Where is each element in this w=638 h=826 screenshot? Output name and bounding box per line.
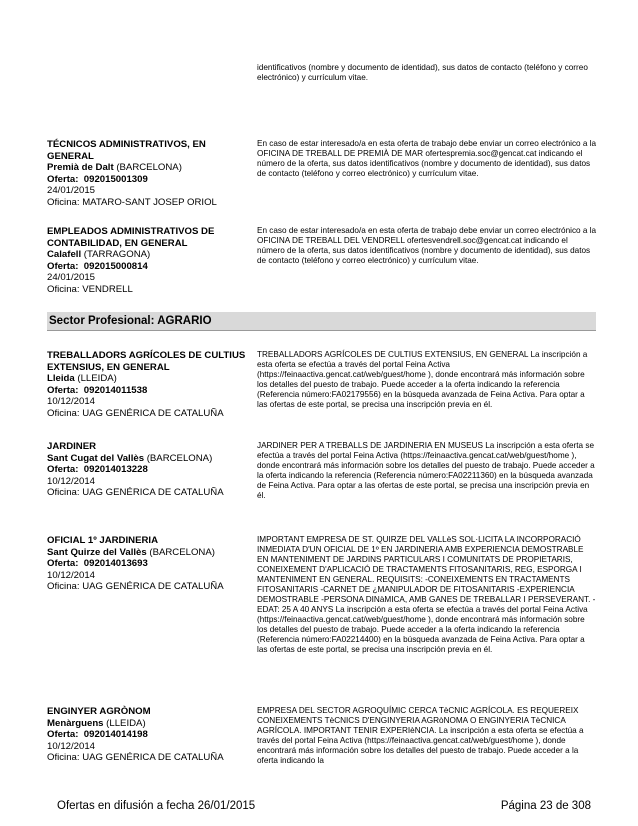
offer-date: 10/12/2014 — [47, 396, 96, 407]
offer-number: Oferta: 092014011538 — [47, 384, 148, 396]
offer-location: Calafell (TARRAGONA) — [47, 249, 151, 260]
offer-number: Oferta: 092015001309 — [47, 173, 148, 185]
offer-description: JARDINER PER A TREBALLS DE JARDINERIA EN MUSEUS La inscripción a esta oferta se efectúa a través del portal Feina Activa (https://feinaactiva.gencat.cat/web/guest/home ), donde encontrará más información sobre los detalles del puesto de trabajo. Puede acceder a la oferta indicando la referencia (Referencia número:FA02211360) en la búsqueda avanzada de Feina Activa. Para optar a las ofertas de este portal, se precisa una inscripción previa en él. — [257, 441, 595, 500]
offer-description: IMPORTANT EMPRESA DE ST. QUIRZE DEL VALLèS SOL·LICITA LA INCORPORACIÓ INMEDIATA D'UN OFICIAL DE 1º EN JARDINERIA AMB EXPERIENCIA DEMOSTRABLE EN MANTENIMENT DE JARDINS PARTICULARS I COMUNITATS DE PROPIETARIS, CONEIXEMENT D'APLICACIÓ DE TRACTAMENTS FITOSANITARIS, REG, ESPORGA I MANTENIMENT EN GENERAL. REQUISITS: -CONEIXEMENTS EN TRACTAMENTS FITOSANITARIS -CARNET DE ¿MANIPULADOR DE FITOSANITARIS -EXPERIENCIA DEMOSTRABLE -PERSONA DINàMICA, AMB GANES DE TREBALLAR I PERSEVERANT. -EDAT: 25 A 40 ANYS La inscripción a esta oferta se efectúa a través del portal Feina Activa (https://feinaactiva.gencat.cat/web/guest/home ), donde encontrará más información sobre los detalles del puesto de trabajo. Puede acceder a la oferta indicando la referencia (Referencia número:FA02214400) en la búsqueda avanzada de Feina Activa. Para optar a las ofertas de este portal, se precisa una inscripción previa en él. — [257, 535, 596, 654]
footer-date: Ofertas en difusión a fecha 26/01/2015 — [57, 800, 256, 812]
page-number: Página 23 de 308 — [500, 800, 591, 812]
offer-location: Premià de Dalt (BARCELONA) — [47, 162, 182, 173]
offer-title: TÉCNICOS ADMINISTRATIVOS, EN GENERAL — [47, 139, 206, 162]
offer-date: 24/01/2015 — [47, 272, 96, 283]
offer-description: En caso de estar interesado/a en esta oferta de trabajo debe enviar un correo electrónico a la OFICINA DE TREBALL DE PREMIÀ DE MAR ofertespremia.soc@gencat.cat indicando el número de la oferta, sus datos identificativos (nombre y documento de identidad), sus datos de contacto (teléfono y correo electrónico) y currículum vitae. — [257, 139, 597, 178]
offer-date: 10/12/2014 — [47, 569, 96, 581]
offer-date: 24/01/2015 — [47, 185, 96, 196]
offer-description: En caso de estar interesado/a en esta oferta de trabajo debe enviar un correo electrónico a la OFICINA DE TREBALL DEL VENDRELL ofertesvendrell.soc@gencat.cat indicando el número de la oferta, sus datos identificativos (nombre y documento de identidad), sus datos de contacto (teléfono y correo electrónico) y currículum vitae. — [257, 226, 597, 265]
offer-office: Oficina: VENDRELL — [47, 283, 133, 295]
sector-header: Sector Profesional: AGRARIO — [47, 312, 596, 331]
offer-location: Lleida (LLEIDA) — [47, 373, 117, 384]
continued-description: identificativos (nombre y documento de identidad), sus datos de contacto (teléfono y correo electrónico) y currículum vitae. — [257, 63, 588, 82]
offer-office: Oficina: UAG GENÉRICA DE CATALUÑA — [47, 581, 224, 592]
offer-location: Sant Quirze del Vallès (BARCELONA) — [47, 546, 215, 558]
offer-location: Sant Cugat del Vallès (BARCELONA) — [47, 452, 213, 464]
offer-date: 10/12/2014 — [47, 740, 96, 752]
offer-number: Oferta: 092014013228 — [47, 464, 148, 475]
offer-location: Menàrguens (LLEIDA) — [47, 717, 146, 729]
offer-office: Oficina: UAG GENÉRICA DE CATALUÑA — [47, 487, 224, 498]
offer-title: TREBALLADORS AGRÍCOLES DE CULTIUS EXTENSIUS, EN GENERAL — [47, 350, 246, 373]
offer-title: OFICIAL 1º JARDINERIA — [47, 535, 159, 546]
offer-title: EMPLEADOS ADMINISTRATIVOS DE CONTABILIDAD, EN GENERAL — [47, 226, 215, 249]
offer-number: Oferta: 092014014198 — [47, 729, 148, 740]
offer-office: Oficina: MATARO-SANT JOSEP ORIOL — [47, 196, 217, 208]
offer-description: EMPRESA DEL SECTOR AGROQUÍMIC CERCA TèCNIC AGRÍCOLA. ES REQUEREIX CONEIXEMENTS TèCNICS D'ENGINYERIA AGRòNOMA O ENGINYERIA TèCNICA AGRÍCOLA. IMPORTANT TENIR EXPERIèNCIA. La inscripción a esta oferta se efectúa a través del portal Feina Activa (https://feinaactiva.gencat.cat/web/guest/home ), donde encontrará más información sobre los detalles del puesto de trabajo. Puede acceder a la oferta indicando la — [257, 706, 584, 765]
offer-number: Oferta: 092015000814 — [47, 260, 148, 272]
offer-office: Oficina: UAG GENÉRICA DE CATALUÑA — [47, 407, 224, 419]
offer-title: JARDINER — [47, 441, 97, 452]
offer-title: ENGINYER AGRÒNOM — [47, 706, 151, 717]
offer-date: 10/12/2014 — [47, 475, 96, 487]
offer-description: TREBALLADORS AGRÍCOLES DE CULTIUS EXTENSIUS, EN GENERAL La inscripción a esta oferta se efectúa a través del portal Feina Activa (https://feinaactiva.gencat.cat/web/guest/home ), donde encontrará más información sobre los detalles del puesto de trabajo. Puede acceder a la oferta indicando la referencia (Referencia número:FA02179556) en la búsqueda avanzada de Feina Activa. Para optar a las ofertas de este portal, se precisa una inscripción previa en él. — [257, 350, 588, 409]
offer-office: Oficina: UAG GENÉRICA DE CATALUÑA — [47, 752, 224, 763]
offer-number: Oferta: 092014013693 — [47, 558, 148, 569]
